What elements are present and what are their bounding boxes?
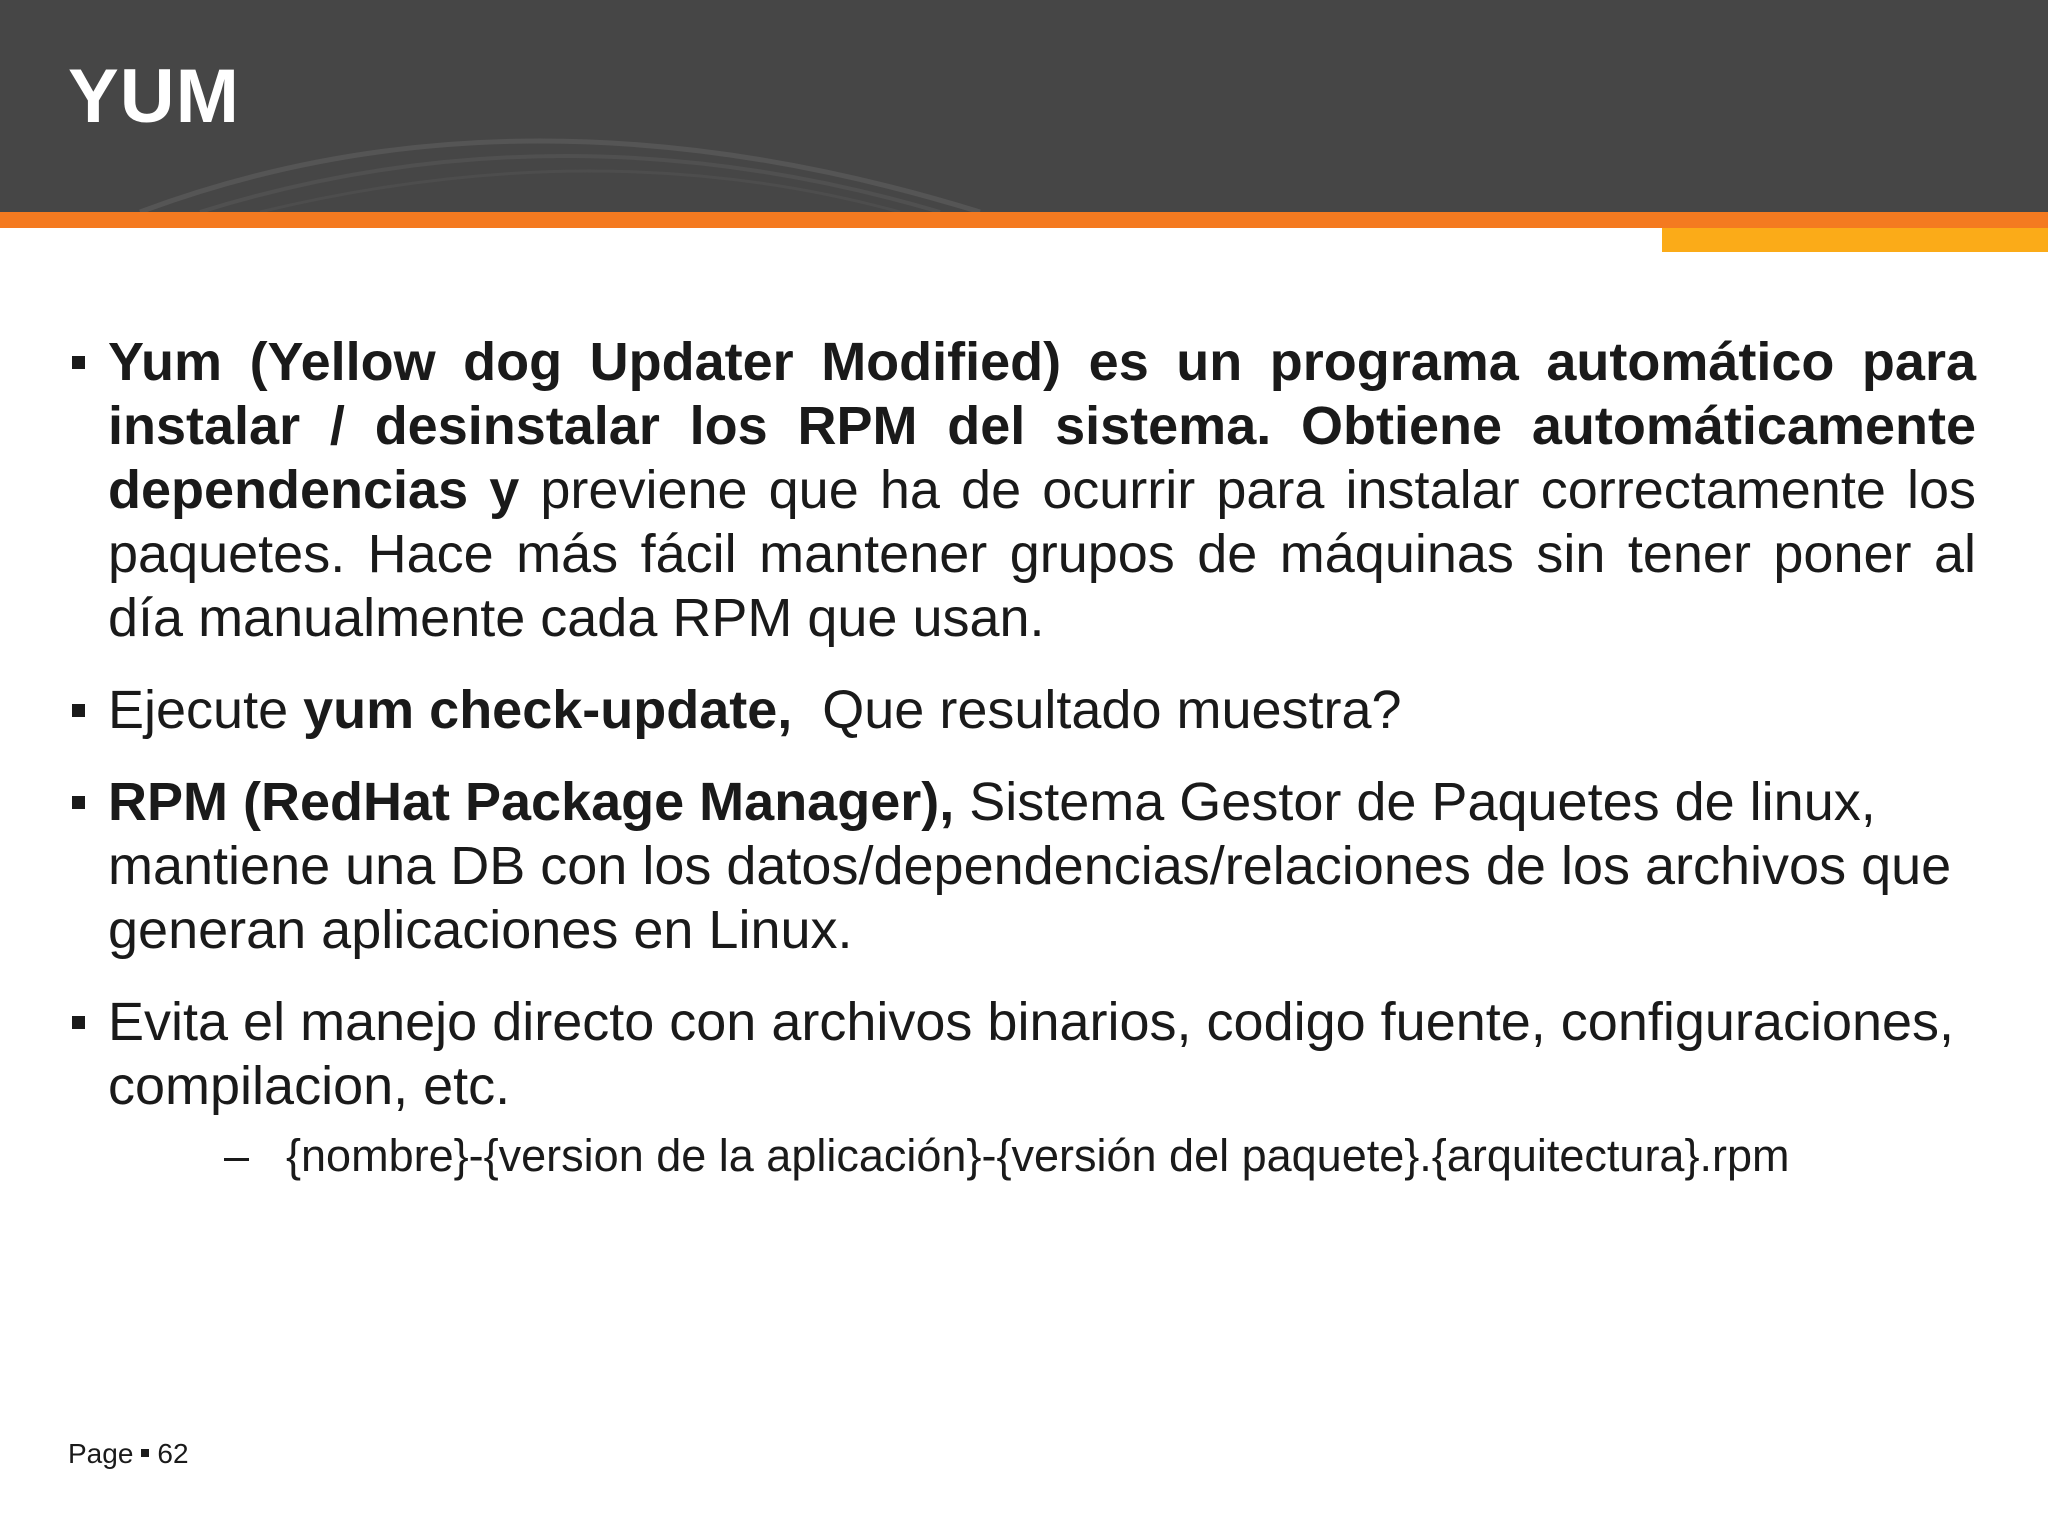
bullet-text: Sistema Gestor de Paquetes de linux, mantiene una DB con los datos/dependencias/relaciones de los archivos que generan aplicaciones en Linux.	[108, 772, 1952, 960]
dash-bullet: –	[224, 1130, 250, 1181]
bullet-text-prefix: Ejecute	[108, 680, 304, 740]
bullet-item-evita	[66, 990, 1976, 1118]
bullet-bold-text: Yum (Yellow dog Updater Modified) es un programa automático para instalar / desinstalar los RPM del sistema. Obtiene automáticamente dependencias y	[108, 332, 1976, 520]
bullet-text: Que resultado muestra?	[792, 680, 1402, 740]
page-number: 62	[157, 1438, 189, 1469]
orange-divider-bar	[0, 212, 2048, 228]
sub-item-rpm-naming	[66, 1128, 1976, 1184]
slide-title: YUM	[68, 54, 240, 139]
header-swoosh-decoration	[0, 0, 2048, 212]
page-footer	[68, 1436, 189, 1472]
slide-body	[66, 330, 1976, 1184]
bullet-text: Evita el manejo directo con archivos binarios, codigo fuente, configuraciones, compilacion, etc.	[108, 992, 1955, 1116]
bullet-bold-command: yum check-update,	[303, 680, 793, 740]
bullet-item-check-update	[66, 678, 1976, 742]
bullet-item-rpm	[66, 770, 1976, 962]
bullet-text: previene que ha de ocurrir para instalar correctamente los paquetes. Hace más fácil mantener grupos de máquinas sin tener poner al día manualmente cada RPM que usan.	[108, 460, 1976, 648]
square-separator-icon	[141, 1449, 149, 1457]
page-label: Page	[68, 1438, 134, 1469]
bullet-bold-text: RPM (RedHat Package Manager),	[108, 772, 955, 832]
bullet-item-yum	[66, 330, 1976, 650]
slide-header	[0, 0, 2048, 212]
square-bullet-icon	[72, 1016, 85, 1029]
sub-item-text: {nombre}-{version de la aplicación}-{versión del paquete}.{arquitectura}.rpm	[286, 1130, 1790, 1181]
square-bullet-icon	[72, 356, 85, 369]
yellow-accent-bar	[1662, 228, 2048, 252]
square-bullet-icon	[72, 796, 85, 809]
square-bullet-icon	[72, 704, 85, 717]
